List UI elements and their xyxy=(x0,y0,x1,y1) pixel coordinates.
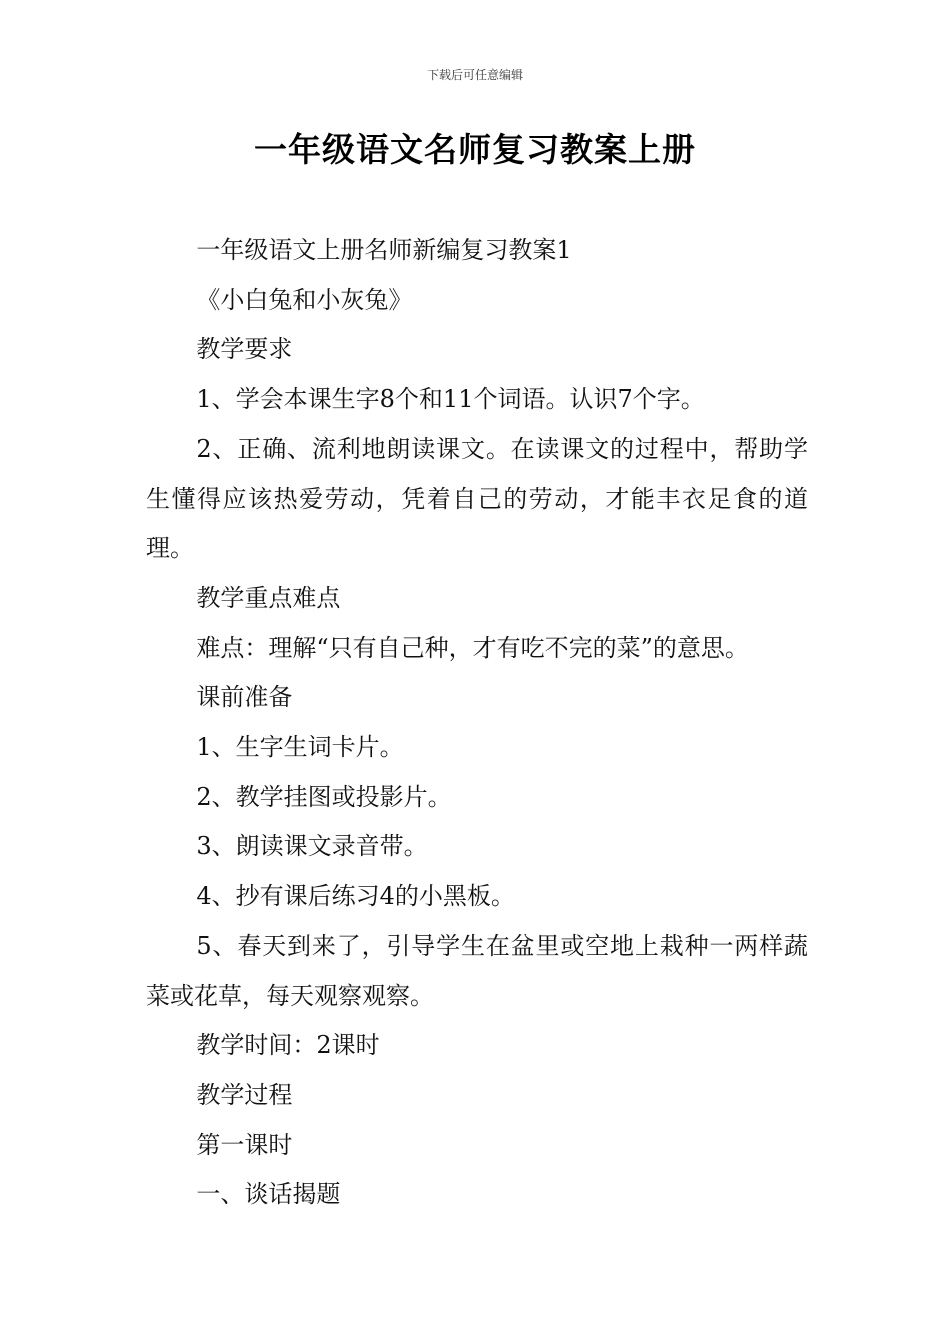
header-note: 下载后可任意编辑 xyxy=(426,68,523,82)
paragraph-step-1: 一、谈话揭题 xyxy=(196,1180,341,1209)
paragraph-requirement-2: 2、正确、流利地朗读课文。在读课文的过程中，帮助学生懂得应该热爱劳动，凭着自己的劳动，才能丰衣足食的道理。 xyxy=(146,434,808,563)
paragraph-preparation-5: 5、春天到来了，引导学生在盆里或空地上栽种一两样蔬菜或花草，每天观察观察。 xyxy=(146,931,808,1010)
paragraph-preparation-3: 3、朗读课文录音带。 xyxy=(196,832,428,861)
paragraph-preparation-4: 4、抄有课后练习4的小黑板。 xyxy=(196,882,515,911)
paragraph-preparation-2: 2、教学挂图或投影片。 xyxy=(196,782,452,811)
paragraph-lesson-heading: 一年级语文上册名师新编复习教案1 xyxy=(196,236,572,264)
paragraph-section-preparation: 课前准备 xyxy=(196,683,293,712)
paragraph-lesson-title: 《小白兔和小灰兔》 xyxy=(196,285,413,314)
paragraph-first-lesson: 第一课时 xyxy=(196,1130,293,1159)
paragraph-section-process: 教学过程 xyxy=(196,1080,293,1109)
paragraph-teaching-time: 教学时间：2课时 xyxy=(196,1031,380,1060)
paragraph-requirement-1: 1、学会本课生字8个和11个词语。认识7个字。 xyxy=(196,385,705,414)
paragraph-preparation-1: 1、生字生词卡片。 xyxy=(196,733,404,762)
paragraph-section-key-points: 教学重点难点 xyxy=(196,583,341,612)
document-title: 一年级语文名师复习教案上册 xyxy=(254,130,696,169)
paragraph-section-requirements: 教学要求 xyxy=(196,335,293,364)
paragraph-difficulty: 难点：理解“只有自己种，才有吃不完的菜”的意思。 xyxy=(196,633,749,662)
document-body xyxy=(146,226,808,1220)
